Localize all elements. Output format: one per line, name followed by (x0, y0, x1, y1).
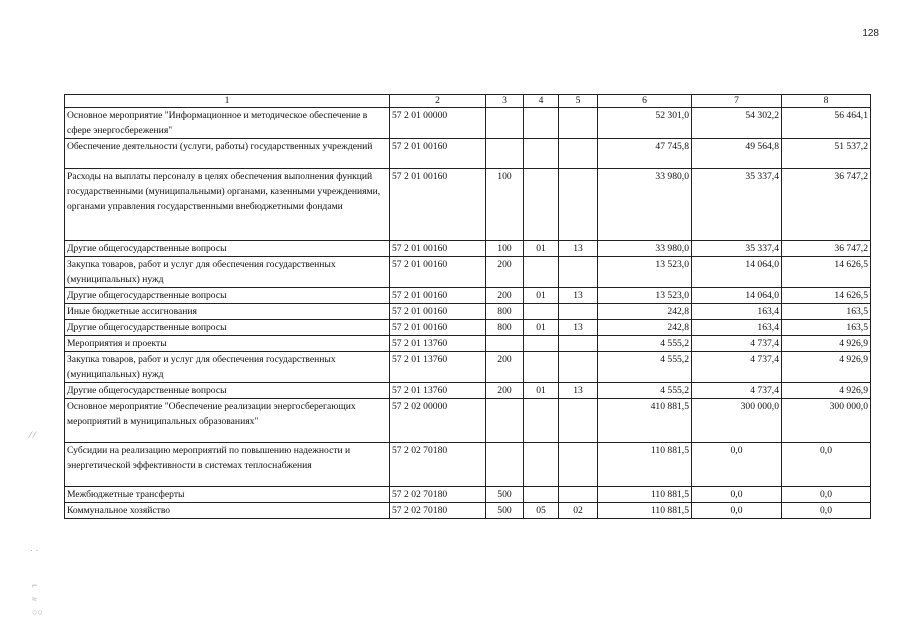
cell-subsection (559, 108, 598, 139)
cell-subsection (559, 169, 598, 241)
cell-amount-col-6: 4 555,2 (598, 336, 692, 352)
cell-code: 57 2 01 00160 (390, 241, 486, 257)
cell-section (524, 443, 559, 487)
cell-name: Другие общегосударственные вопросы (65, 383, 390, 399)
cell-amount-col-8: 4 926,9 (782, 383, 871, 399)
cell-name: Другие общегосударственные вопросы (65, 241, 390, 257)
cell-amount-col-6: 242,8 (598, 304, 692, 320)
cell-amount-col-6: 242,8 (598, 320, 692, 336)
cell-expense-type: 200 (486, 288, 524, 304)
cell-amount-col-7: 14 064,0 (692, 288, 782, 304)
cell-code: 57 2 01 00160 (390, 320, 486, 336)
cell-code: 57 2 01 00000 (390, 108, 486, 139)
cell-code: 57 2 01 13760 (390, 352, 486, 383)
cell-amount-col-6: 33 980,0 (598, 241, 692, 257)
table-row (65, 383, 871, 399)
cell-amount-col-6: 110 881,5 (598, 503, 692, 519)
table-row (65, 257, 871, 288)
cell-section (524, 169, 559, 241)
cell-expense-type: 200 (486, 352, 524, 383)
cell-amount-col-7: 4 737,4 (692, 352, 782, 383)
table-row (65, 399, 871, 443)
scan-mark: ⁄ ⁄ (30, 430, 36, 440)
header-row (65, 95, 871, 108)
cell-expense-type: 100 (486, 241, 524, 257)
cell-amount-col-7: 163,4 (692, 320, 782, 336)
cell-amount-col-7: 300 000,0 (692, 399, 782, 443)
cell-amount-col-6: 110 881,5 (598, 487, 692, 503)
table-row (65, 241, 871, 257)
header-col-8: 8 (782, 95, 871, 108)
cell-name: Иные бюджетные ассигнования (65, 304, 390, 320)
header-col-7: 7 (692, 95, 782, 108)
cell-expense-type: 200 (486, 383, 524, 399)
cell-expense-type: 500 (486, 503, 524, 519)
cell-amount-col-8: 300 000,0 (782, 399, 871, 443)
cell-code: 57 2 02 70180 (390, 487, 486, 503)
cell-section (524, 336, 559, 352)
cell-amount-col-8: 0,0 (782, 487, 871, 503)
cell-amount-col-8: 56 464,1 (782, 108, 871, 139)
cell-amount-col-6: 13 523,0 (598, 257, 692, 288)
cell-expense-type: 500 (486, 487, 524, 503)
cell-section (524, 352, 559, 383)
cell-code: 57 2 01 00160 (390, 304, 486, 320)
cell-subsection: 13 (559, 383, 598, 399)
table-row (65, 169, 871, 241)
cell-amount-col-8: 4 926,9 (782, 352, 871, 383)
cell-amount-col-6: 4 555,2 (598, 383, 692, 399)
cell-amount-col-8: 51 537,2 (782, 139, 871, 169)
cell-expense-type (486, 399, 524, 443)
cell-amount-col-6: 33 980,0 (598, 169, 692, 241)
cell-amount-col-6: 13 523,0 (598, 288, 692, 304)
scan-mark: · · (30, 545, 39, 555)
cell-expense-type: 800 (486, 304, 524, 320)
cell-amount-col-8: 14 626,5 (782, 257, 871, 288)
cell-amount-col-7: 14 064,0 (692, 257, 782, 288)
cell-name: Основное мероприятие "Информационное и методическое обеспечение в сфере энергосбережения" (65, 108, 390, 139)
cell-amount-col-7: 0,0 (692, 443, 782, 487)
cell-expense-type (486, 336, 524, 352)
cell-subsection (559, 336, 598, 352)
table-row (65, 139, 871, 169)
cell-name: Субсидии на реализацию мероприятий по повышению надежности и энергетической эффективности в системах теплоснабжения (65, 443, 390, 487)
cell-subsection: 13 (559, 288, 598, 304)
cell-amount-col-6: 4 555,2 (598, 352, 692, 383)
cell-expense-type (486, 443, 524, 487)
table-row (65, 352, 871, 383)
cell-section (524, 487, 559, 503)
cell-code: 57 2 01 00160 (390, 288, 486, 304)
table-row (65, 443, 871, 487)
cell-name: Закупка товаров, работ и услуг для обеспечения государственных (муниципальных) нужд (65, 352, 390, 383)
cell-name: Другие общегосударственные вопросы (65, 288, 390, 304)
header-col-4: 4 (524, 95, 559, 108)
cell-code: 57 2 01 13760 (390, 336, 486, 352)
cell-amount-col-8: 0,0 (782, 503, 871, 519)
cell-amount-col-7: 163,4 (692, 304, 782, 320)
cell-name: Обеспечение деятельности (услуги, работы) государственных учреждений (65, 139, 390, 169)
cell-amount-col-7: 4 737,4 (692, 336, 782, 352)
cell-amount-col-8: 4 926,9 (782, 336, 871, 352)
scan-mark: ⌐ (32, 580, 38, 590)
cell-name: Другие общегосударственные вопросы (65, 320, 390, 336)
cell-amount-col-6: 52 301,0 (598, 108, 692, 139)
cell-amount-col-7: 54 302,2 (692, 108, 782, 139)
table-row (65, 336, 871, 352)
header-col-1: 1 (65, 95, 390, 108)
cell-amount-col-7: 35 337,4 (692, 241, 782, 257)
cell-name: Закупка товаров, работ и услуг для обеспечения государственных (муниципальных) нужд (65, 257, 390, 288)
cell-name: Основное мероприятие "Обеспечение реализации энергосберегающих мероприятий в муниципальных образованиях" (65, 399, 390, 443)
cell-code: 57 2 01 13760 (390, 383, 486, 399)
table-row (65, 288, 871, 304)
cell-subsection: 02 (559, 503, 598, 519)
cell-name: Межбюджетные трансферты (65, 487, 390, 503)
cell-amount-col-6: 110 881,5 (598, 443, 692, 487)
cell-amount-col-7: 4 737,4 (692, 383, 782, 399)
cell-amount-col-7: 35 337,4 (692, 169, 782, 241)
table-row (65, 487, 871, 503)
table-row (65, 304, 871, 320)
cell-subsection (559, 399, 598, 443)
header-col-5: 5 (559, 95, 598, 108)
header-col-6: 6 (598, 95, 692, 108)
cell-amount-col-8: 163,5 (782, 320, 871, 336)
cell-section (524, 304, 559, 320)
cell-code: 57 2 01 00160 (390, 139, 486, 169)
cell-expense-type: 100 (486, 169, 524, 241)
header-col-3: 3 (486, 95, 524, 108)
cell-amount-col-7: 0,0 (692, 503, 782, 519)
cell-amount-col-8: 0,0 (782, 443, 871, 487)
cell-code: 57 2 01 00160 (390, 257, 486, 288)
cell-name: Коммунальное хозяйство (65, 503, 390, 519)
cell-expense-type (486, 139, 524, 169)
cell-section: 05 (524, 503, 559, 519)
cell-subsection (559, 487, 598, 503)
cell-subsection (559, 304, 598, 320)
cell-amount-col-7: 0,0 (692, 487, 782, 503)
cell-section (524, 108, 559, 139)
cell-subsection (559, 352, 598, 383)
cell-amount-col-8: 163,5 (782, 304, 871, 320)
scan-mark: ≈ (32, 594, 37, 604)
cell-subsection (559, 443, 598, 487)
cell-section: 01 (524, 241, 559, 257)
cell-section: 01 (524, 320, 559, 336)
cell-code: 57 2 01 00160 (390, 169, 486, 241)
cell-expense-type: 200 (486, 257, 524, 288)
cell-code: 57 2 02 70180 (390, 443, 486, 487)
cell-expense-type: 800 (486, 320, 524, 336)
cell-code: 57 2 02 70180 (390, 503, 486, 519)
cell-code: 57 2 02 00000 (390, 399, 486, 443)
cell-subsection (559, 257, 598, 288)
cell-name: Расходы на выплаты персоналу в целях обеспечения выполнения функций государственными (муниципальными) органами, казенными учреждениями, органами управления государственными внебюджетными фондами (65, 169, 390, 241)
scan-mark: ○○ (32, 607, 43, 617)
cell-subsection: 13 (559, 241, 598, 257)
cell-amount-col-8: 14 626,5 (782, 288, 871, 304)
cell-expense-type (486, 108, 524, 139)
table-body (65, 108, 871, 519)
table-row (65, 108, 871, 139)
cell-section (524, 257, 559, 288)
page-number: 128 (862, 28, 879, 39)
cell-section (524, 399, 559, 443)
table-row (65, 320, 871, 336)
cell-subsection: 13 (559, 320, 598, 336)
cell-amount-col-8: 36 747,2 (782, 241, 871, 257)
cell-section (524, 139, 559, 169)
cell-section: 01 (524, 288, 559, 304)
cell-amount-col-6: 410 881,5 (598, 399, 692, 443)
cell-amount-col-8: 36 747,2 (782, 169, 871, 241)
cell-amount-col-6: 47 745,8 (598, 139, 692, 169)
table-row (65, 503, 871, 519)
cell-section: 01 (524, 383, 559, 399)
cell-amount-col-7: 49 564,8 (692, 139, 782, 169)
cell-subsection (559, 139, 598, 169)
budget-table (64, 94, 871, 519)
header-col-2: 2 (390, 95, 486, 108)
cell-name: Мероприятия и проекты (65, 336, 390, 352)
